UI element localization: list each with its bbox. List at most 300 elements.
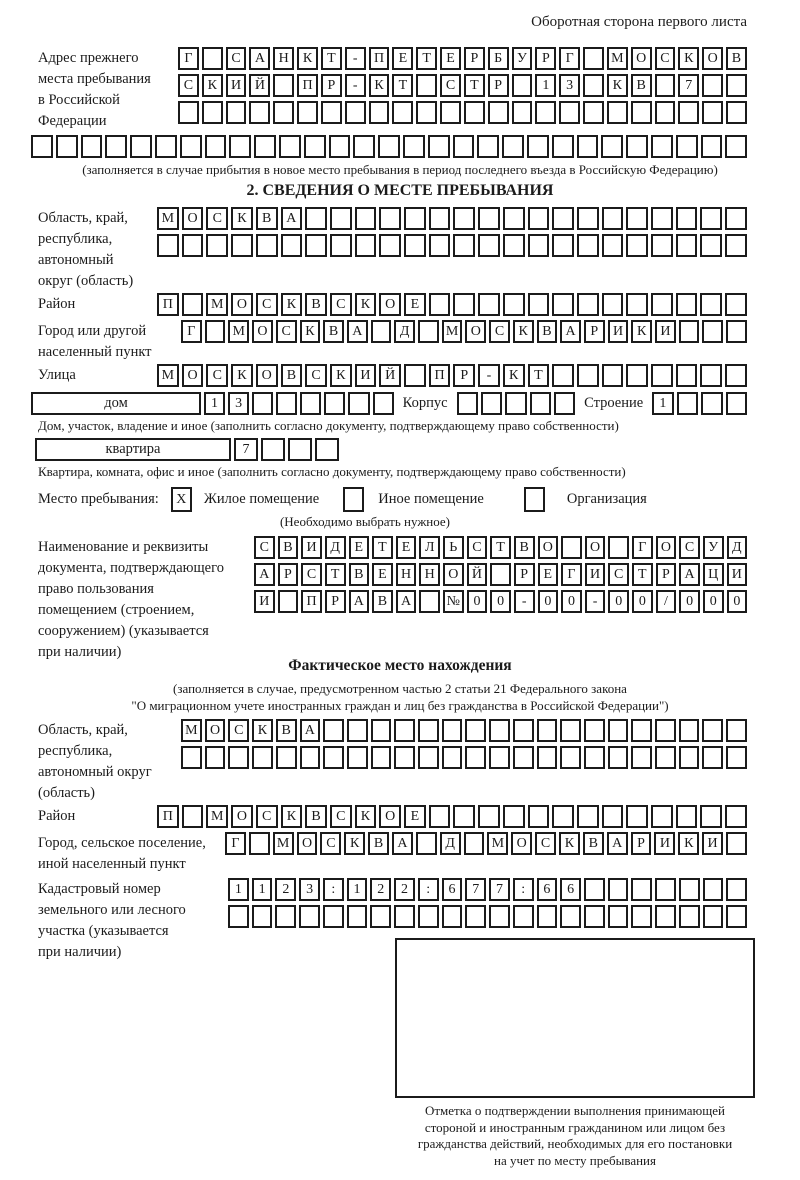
char-box[interactable]: П (301, 590, 322, 613)
char-box[interactable]: : (323, 878, 344, 901)
char-box[interactable] (252, 905, 273, 928)
char-box[interactable]: 0 (561, 590, 582, 613)
char-box[interactable] (608, 878, 629, 901)
char-box[interactable]: П (429, 364, 451, 387)
char-box[interactable] (300, 392, 321, 415)
char-box[interactable]: А (679, 563, 700, 586)
char-box[interactable] (554, 392, 575, 415)
char-box[interactable] (273, 74, 294, 97)
char-box[interactable] (513, 905, 534, 928)
char-box[interactable] (726, 320, 747, 343)
char-box[interactable]: 7 (489, 878, 510, 901)
char-box[interactable] (324, 392, 345, 415)
char-box[interactable] (726, 719, 747, 742)
char-box[interactable]: М (206, 293, 228, 316)
char-box[interactable]: М (273, 832, 294, 855)
char-box[interactable] (725, 805, 747, 828)
char-box[interactable]: - (478, 364, 500, 387)
char-box[interactable]: Б (488, 47, 509, 70)
char-box[interactable]: Р (278, 563, 299, 586)
char-box[interactable] (206, 234, 228, 257)
char-box[interactable]: Г (181, 320, 202, 343)
char-box[interactable]: К (330, 364, 352, 387)
char-box[interactable] (703, 905, 724, 928)
char-box[interactable]: 1 (347, 878, 368, 901)
char-box[interactable] (281, 234, 303, 257)
char-box[interactable]: И (654, 832, 675, 855)
char-box[interactable]: М (228, 320, 249, 343)
char-box[interactable]: С (305, 364, 327, 387)
char-box[interactable]: С (489, 320, 510, 343)
char-box[interactable]: С (206, 207, 228, 230)
char-box[interactable]: О (379, 805, 401, 828)
char-box[interactable]: В (305, 805, 327, 828)
char-box[interactable] (394, 905, 415, 928)
char-box[interactable] (528, 207, 550, 230)
char-box[interactable] (228, 746, 249, 769)
char-box[interactable]: 0 (608, 590, 629, 613)
char-box[interactable]: Р (321, 74, 342, 97)
char-box[interactable]: С (226, 47, 247, 70)
char-box[interactable]: 0 (727, 590, 748, 613)
char-box[interactable]: И (608, 320, 629, 343)
char-box[interactable] (490, 563, 511, 586)
char-box[interactable] (726, 101, 747, 124)
char-box[interactable]: Й (379, 364, 401, 387)
char-box[interactable] (348, 392, 369, 415)
char-box[interactable]: В (278, 536, 299, 559)
char-box[interactable] (502, 135, 524, 158)
char-box[interactable] (31, 135, 53, 158)
char-box[interactable] (321, 101, 342, 124)
char-box[interactable]: В (372, 590, 393, 613)
char-box[interactable] (702, 74, 723, 97)
char-box[interactable] (512, 101, 533, 124)
char-box[interactable]: К (202, 74, 223, 97)
char-box[interactable]: С (330, 293, 352, 316)
char-box[interactable] (584, 878, 605, 901)
char-box[interactable] (602, 207, 624, 230)
char-box[interactable] (702, 746, 723, 769)
char-box[interactable] (512, 74, 533, 97)
checkbox-inoe[interactable] (343, 487, 364, 512)
char-box[interactable] (440, 101, 461, 124)
char-box[interactable] (278, 590, 299, 613)
char-box[interactable]: И (355, 364, 377, 387)
char-box[interactable]: В (256, 207, 278, 230)
char-box[interactable] (394, 746, 415, 769)
char-box[interactable]: Е (396, 536, 417, 559)
char-box[interactable] (527, 135, 549, 158)
char-box[interactable] (323, 719, 344, 742)
char-box[interactable]: О (182, 207, 204, 230)
char-box[interactable] (369, 101, 390, 124)
char-box[interactable] (700, 364, 722, 387)
char-box[interactable]: М (487, 832, 508, 855)
char-box[interactable] (371, 746, 392, 769)
char-box[interactable]: А (300, 719, 321, 742)
char-box[interactable] (608, 905, 629, 928)
char-box[interactable] (676, 805, 698, 828)
char-box[interactable] (503, 234, 525, 257)
char-box[interactable] (275, 905, 296, 928)
char-box[interactable] (513, 719, 534, 742)
char-box[interactable] (561, 536, 582, 559)
char-box[interactable] (676, 234, 698, 257)
char-box[interactable] (297, 101, 318, 124)
char-box[interactable]: 0 (490, 590, 511, 613)
char-box[interactable] (404, 207, 426, 230)
char-box[interactable] (503, 293, 525, 316)
char-box[interactable] (702, 719, 723, 742)
char-box[interactable] (726, 74, 747, 97)
char-box[interactable] (676, 207, 698, 230)
char-box[interactable]: С (228, 719, 249, 742)
char-box[interactable] (276, 746, 297, 769)
char-box[interactable]: М (442, 320, 463, 343)
char-box[interactable] (583, 101, 604, 124)
char-box[interactable] (418, 320, 439, 343)
char-box[interactable] (442, 905, 463, 928)
char-box[interactable] (429, 207, 451, 230)
char-box[interactable] (703, 878, 724, 901)
char-box[interactable]: Е (538, 563, 559, 586)
char-box[interactable] (679, 905, 700, 928)
char-box[interactable]: 2 (370, 878, 391, 901)
char-box[interactable] (626, 293, 648, 316)
char-box[interactable]: 2 (394, 878, 415, 901)
char-box[interactable]: К (281, 805, 303, 828)
char-box[interactable] (416, 101, 437, 124)
char-box[interactable] (130, 135, 152, 158)
char-box[interactable]: У (703, 536, 724, 559)
char-box[interactable] (651, 293, 673, 316)
char-box[interactable]: А (254, 563, 275, 586)
char-box[interactable] (577, 207, 599, 230)
char-box[interactable] (528, 293, 550, 316)
char-box[interactable] (229, 135, 251, 158)
char-box[interactable] (626, 207, 648, 230)
char-box[interactable]: Г (178, 47, 199, 70)
char-box[interactable]: К (559, 832, 580, 855)
char-box[interactable]: Т (392, 74, 413, 97)
char-box[interactable] (442, 746, 463, 769)
char-box[interactable] (347, 746, 368, 769)
char-box[interactable] (355, 234, 377, 257)
char-box[interactable]: А (249, 47, 270, 70)
char-box[interactable]: Е (404, 805, 426, 828)
char-box[interactable]: О (656, 536, 677, 559)
char-box[interactable]: Е (372, 563, 393, 586)
char-box[interactable] (249, 832, 270, 855)
char-box[interactable] (602, 364, 624, 387)
char-box[interactable]: 0 (467, 590, 488, 613)
char-box[interactable]: В (368, 832, 389, 855)
char-box[interactable] (651, 207, 673, 230)
char-box[interactable]: - (585, 590, 606, 613)
char-box[interactable] (355, 207, 377, 230)
char-box[interactable]: 7 (465, 878, 486, 901)
char-box[interactable] (416, 832, 437, 855)
char-box[interactable] (552, 805, 574, 828)
char-box[interactable] (481, 392, 502, 415)
char-box[interactable] (655, 746, 676, 769)
char-box[interactable] (404, 234, 426, 257)
char-box[interactable]: К (231, 207, 253, 230)
char-box[interactable]: 7 (678, 74, 699, 97)
char-box[interactable] (726, 905, 747, 928)
char-box[interactable]: П (369, 47, 390, 70)
char-box[interactable]: 0 (538, 590, 559, 613)
char-box[interactable]: С (655, 47, 676, 70)
char-box[interactable] (559, 101, 580, 124)
char-box[interactable]: А (396, 590, 417, 613)
char-box[interactable]: / (656, 590, 677, 613)
char-box[interactable]: В (631, 74, 652, 97)
char-box[interactable] (429, 234, 451, 257)
char-box[interactable]: 6 (537, 878, 558, 901)
char-box[interactable]: С (254, 536, 275, 559)
char-box[interactable] (202, 47, 223, 70)
char-box[interactable] (345, 101, 366, 124)
char-box[interactable]: - (514, 590, 535, 613)
char-box[interactable] (700, 207, 722, 230)
char-box[interactable]: 0 (679, 590, 700, 613)
char-box[interactable] (631, 719, 652, 742)
char-box[interactable] (478, 234, 500, 257)
char-box[interactable]: Т (325, 563, 346, 586)
char-box[interactable]: П (157, 805, 179, 828)
char-box[interactable] (725, 293, 747, 316)
char-box[interactable]: В (537, 320, 558, 343)
char-box[interactable] (651, 364, 673, 387)
char-box[interactable] (601, 135, 623, 158)
char-box[interactable] (315, 438, 339, 461)
char-box[interactable]: М (157, 207, 179, 230)
char-box[interactable]: Ц (703, 563, 724, 586)
char-box[interactable] (725, 234, 747, 257)
char-box[interactable] (626, 234, 648, 257)
char-box[interactable]: : (513, 878, 534, 901)
char-box[interactable]: И (226, 74, 247, 97)
char-box[interactable] (182, 234, 204, 257)
char-box[interactable]: Т (490, 536, 511, 559)
char-box[interactable] (577, 364, 599, 387)
char-box[interactable]: 0 (703, 590, 724, 613)
char-box[interactable]: О (256, 364, 278, 387)
char-box[interactable] (631, 905, 652, 928)
char-box[interactable]: 1 (204, 392, 225, 415)
char-box[interactable] (442, 719, 463, 742)
char-box[interactable] (626, 805, 648, 828)
char-box[interactable] (702, 320, 723, 343)
char-box[interactable] (249, 101, 270, 124)
char-box[interactable]: К (369, 74, 390, 97)
char-box[interactable]: М (157, 364, 179, 387)
char-box[interactable]: 1 (252, 878, 273, 901)
char-box[interactable] (254, 135, 276, 158)
char-box[interactable] (416, 74, 437, 97)
char-box[interactable] (379, 234, 401, 257)
char-box[interactable]: К (281, 293, 303, 316)
char-box[interactable] (651, 805, 673, 828)
char-box[interactable] (453, 293, 475, 316)
char-box[interactable] (373, 392, 394, 415)
char-box[interactable]: Р (514, 563, 535, 586)
char-box[interactable]: В (281, 364, 303, 387)
char-box[interactable]: Е (440, 47, 461, 70)
char-box[interactable]: Й (467, 563, 488, 586)
char-box[interactable] (428, 135, 450, 158)
char-box[interactable]: Р (464, 47, 485, 70)
char-box[interactable] (655, 74, 676, 97)
char-box[interactable] (304, 135, 326, 158)
char-box[interactable] (577, 135, 599, 158)
char-box[interactable]: Р (631, 832, 652, 855)
char-box[interactable]: Н (396, 563, 417, 586)
char-box[interactable]: К (678, 832, 699, 855)
char-box[interactable]: 7 (234, 438, 258, 461)
char-box[interactable]: Т (528, 364, 550, 387)
char-box[interactable]: Т (372, 536, 393, 559)
char-box[interactable]: Е (349, 536, 370, 559)
char-box[interactable]: - (345, 74, 366, 97)
char-box[interactable] (488, 101, 509, 124)
char-box[interactable] (464, 101, 485, 124)
char-box[interactable]: С (178, 74, 199, 97)
char-box[interactable]: 3 (559, 74, 580, 97)
char-box[interactable] (679, 719, 700, 742)
char-box[interactable]: О (585, 536, 606, 559)
char-box[interactable]: У (512, 47, 533, 70)
char-box[interactable] (552, 293, 574, 316)
char-box[interactable]: И (702, 832, 723, 855)
char-box[interactable]: П (297, 74, 318, 97)
char-box[interactable] (288, 438, 312, 461)
char-box[interactable] (418, 746, 439, 769)
char-box[interactable] (631, 746, 652, 769)
char-box[interactable]: Р (325, 590, 346, 613)
char-box[interactable]: К (252, 719, 273, 742)
char-box[interactable] (608, 719, 629, 742)
char-box[interactable] (726, 392, 747, 415)
char-box[interactable] (252, 746, 273, 769)
char-box[interactable] (279, 135, 301, 158)
char-box[interactable] (537, 719, 558, 742)
char-box[interactable] (323, 905, 344, 928)
char-box[interactable] (676, 135, 698, 158)
char-box[interactable] (429, 805, 451, 828)
char-box[interactable] (552, 135, 574, 158)
char-box[interactable]: С (256, 805, 278, 828)
char-box[interactable] (202, 101, 223, 124)
char-box[interactable] (205, 135, 227, 158)
char-box[interactable]: С (320, 832, 341, 855)
char-box[interactable]: С (608, 563, 629, 586)
char-box[interactable]: С (467, 536, 488, 559)
char-box[interactable]: О (205, 719, 226, 742)
char-box[interactable] (347, 905, 368, 928)
char-box[interactable] (182, 805, 204, 828)
char-box[interactable] (429, 293, 451, 316)
char-box[interactable]: С (440, 74, 461, 97)
char-box[interactable] (631, 101, 652, 124)
char-box[interactable] (679, 878, 700, 901)
char-box[interactable] (453, 207, 475, 230)
char-box[interactable] (404, 364, 426, 387)
char-box[interactable]: В (305, 293, 327, 316)
char-box[interactable]: В (726, 47, 747, 70)
char-box[interactable]: Д (440, 832, 461, 855)
char-box[interactable] (700, 805, 722, 828)
char-box[interactable] (602, 293, 624, 316)
char-box[interactable]: С (256, 293, 278, 316)
char-box[interactable] (726, 746, 747, 769)
char-box[interactable]: 3 (228, 392, 249, 415)
char-box[interactable]: А (347, 320, 368, 343)
char-box[interactable] (513, 746, 534, 769)
char-box[interactable] (478, 805, 500, 828)
char-box[interactable]: Е (392, 47, 413, 70)
char-box[interactable]: О (252, 320, 273, 343)
char-box[interactable]: 6 (560, 878, 581, 901)
char-box[interactable] (655, 101, 676, 124)
char-box[interactable]: Т (632, 563, 653, 586)
char-box[interactable]: 1 (228, 878, 249, 901)
char-box[interactable] (226, 101, 247, 124)
char-box[interactable]: Р (453, 364, 475, 387)
char-box[interactable] (535, 101, 556, 124)
char-box[interactable]: И (301, 536, 322, 559)
char-box[interactable] (679, 320, 700, 343)
char-box[interactable] (330, 207, 352, 230)
char-box[interactable]: Т (321, 47, 342, 70)
char-box[interactable] (489, 905, 510, 928)
char-box[interactable] (371, 320, 392, 343)
char-box[interactable] (677, 392, 698, 415)
char-box[interactable]: К (344, 832, 365, 855)
char-box[interactable]: 1 (652, 392, 673, 415)
char-box[interactable] (276, 392, 297, 415)
char-box[interactable]: Т (416, 47, 437, 70)
char-box[interactable] (725, 207, 747, 230)
checkbox-organizatsiya[interactable] (524, 487, 545, 512)
char-box[interactable] (465, 719, 486, 742)
char-box[interactable] (478, 293, 500, 316)
char-box[interactable] (205, 746, 226, 769)
char-box[interactable]: Г (561, 563, 582, 586)
char-box[interactable] (465, 746, 486, 769)
char-box[interactable] (205, 320, 226, 343)
char-box[interactable]: О (631, 47, 652, 70)
char-box[interactable] (371, 719, 392, 742)
char-box[interactable] (478, 207, 500, 230)
char-box[interactable] (528, 234, 550, 257)
char-box[interactable] (419, 590, 440, 613)
char-box[interactable] (489, 719, 510, 742)
char-box[interactable] (503, 805, 525, 828)
char-box[interactable] (323, 746, 344, 769)
char-box[interactable] (347, 719, 368, 742)
char-box[interactable]: О (538, 536, 559, 559)
char-box[interactable] (584, 719, 605, 742)
char-box[interactable]: Р (656, 563, 677, 586)
char-box[interactable] (465, 905, 486, 928)
char-box[interactable] (552, 364, 574, 387)
char-box[interactable] (453, 135, 475, 158)
char-box[interactable]: 2 (275, 878, 296, 901)
char-box[interactable] (418, 719, 439, 742)
